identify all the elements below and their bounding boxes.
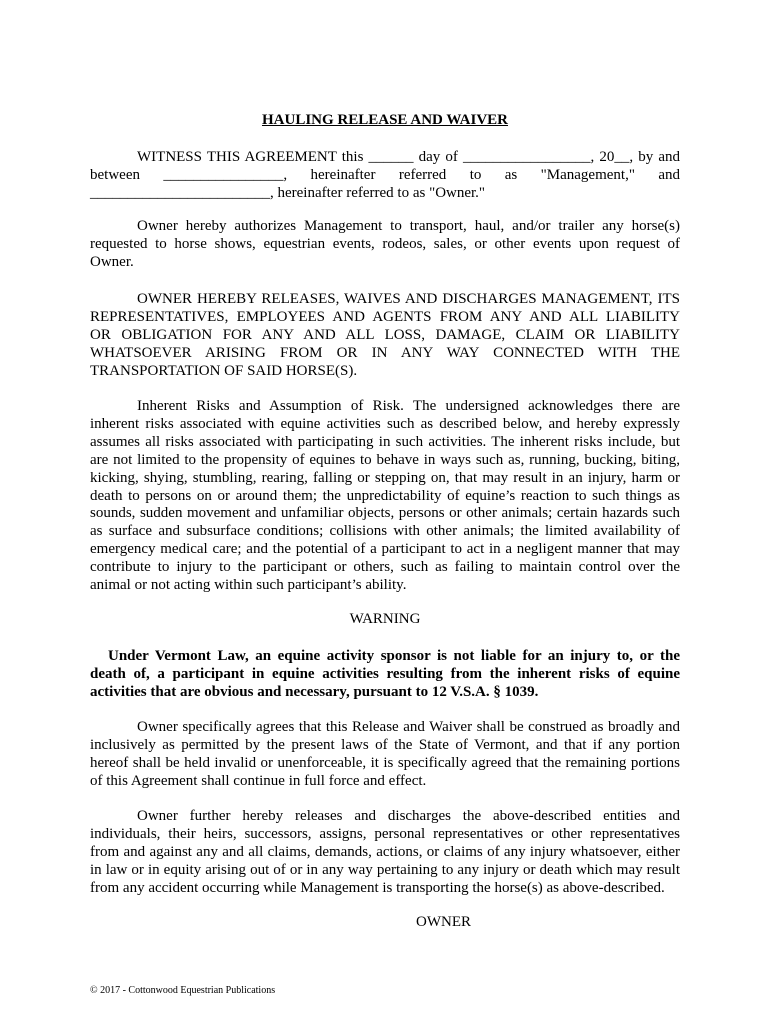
inherent-risks-line: as surface and subsurface conditions; collisions with other animals; the limited availability of	[90, 523, 680, 540]
vermont-law-line: activities that are obvious and necessary, pursuant to 12 V.S.A. § 1039.	[90, 683, 539, 700]
vermont-law-line: death of, a participant in equine activities resulting from the inherent risks of equine	[90, 665, 680, 682]
inherent-risks-line: death to persons on or around them; the unpredictability of equine’s reaction to such things as	[90, 487, 680, 504]
construction-line: inclusively as permitted by the present laws of the State of Vermont, and that if any portion	[90, 736, 680, 753]
vermont-law-line: Under Vermont Law, an equine activity sponsor is not liable for an injury to, or the	[108, 648, 680, 664]
inherent-risks-line: inherent risks associated with equine activities such as described below, and hereby expressly	[90, 415, 680, 432]
further-release-line: individuals, their heirs, successors, assigns, personal representatives or other representatives	[90, 825, 680, 842]
authorization-line: Owner.	[90, 253, 134, 270]
witness-line: between ________________, hereinafter referred to as "Management," and	[90, 166, 680, 183]
further-release-line: from and against any and all claims, demands, actions, or claims of any injury whatsoever, either	[90, 843, 680, 860]
further-release-line: from any accident occurring while Management is transporting the horse(s) as above-described.	[90, 879, 665, 896]
footer-copyright: © 2017 - Cottonwood Equestrian Publications	[90, 985, 276, 996]
witness-line: WITNESS THIS AGREEMENT this ______ day of _________________, 20__, by and	[137, 149, 680, 165]
warning-heading: WARNING	[349, 611, 421, 627]
inherent-risks-line: animal or not acting within such participant’s ability.	[90, 577, 407, 593]
witness-line: ________________________, hereinafter referred to as "Owner."	[90, 184, 486, 201]
inherent-risks-line: kicking, shying, stumbling, rearing, falling or stepping on, that may result in an injury, harm or	[90, 469, 680, 486]
inherent-risks-line: Inherent Risks and Assumption of Risk. The undersigned acknowledges there are	[137, 398, 680, 414]
authorization-line: requested to horse shows, equestrian events, rodeos, sales, or other events upon request of	[90, 235, 680, 252]
release-line: TRANSPORTATION OF SAID HORSE(S).	[90, 362, 358, 379]
further-release-line: Owner further hereby releases and discharges the above-described entities and	[137, 808, 680, 824]
construction-line: of this Agreement shall continue in full force and effect.	[90, 772, 427, 789]
release-line: OWNER HEREBY RELEASES, WAIVES AND DISCHARGES MANAGEMENT, ITS	[137, 291, 680, 307]
document-title: HAULING RELEASE AND WAIVER	[261, 112, 509, 128]
release-line: REPRESENTATIVES, EMPLOYEES AND AGENTS FROM ANY AND ALL LIABILITY	[90, 308, 680, 325]
inherent-risks-line: assumes all risks associated with participating in such activities. The inherent risks include, but	[90, 433, 680, 450]
authorization-line: Owner hereby authorizes Management to transport, haul, and/or trailer any horse(s)	[137, 218, 680, 234]
construction-line: Owner specifically agrees that this Release and Waiver shall be construed as broadly and	[137, 719, 680, 735]
release-line: OR OBLIGATION FOR ANY AND ALL LOSS, DAMAGE, CLAIM OR LIABILITY	[90, 326, 680, 343]
owner-signature-label: OWNER	[416, 914, 471, 930]
inherent-risks-line: sounds, sudden movement and unfamiliar objects, persons or other animals; certain hazards such	[90, 505, 680, 522]
inherent-risks-line: are not limited to the propensity of equines to behave in ways such as, running, bucking, biting,	[90, 451, 680, 468]
construction-line: hereof shall be held invalid or unenforceable, it is specifically agreed that the remaining portions	[90, 754, 680, 771]
inherent-risks-line: contribute to injury to the participant or others, such as failing to maintain control over the	[90, 559, 680, 576]
release-line: WHATSOEVER ARISING FROM OR IN ANY WAY CONNECTED WITH THE	[90, 344, 680, 361]
inherent-risks-line: emergency medical care; and the potential of a participant to act in a negligent manner that may	[90, 541, 680, 558]
further-release-line: in law or in equity arising out of or in any way pertaining to any injury or death which may result	[90, 861, 680, 878]
